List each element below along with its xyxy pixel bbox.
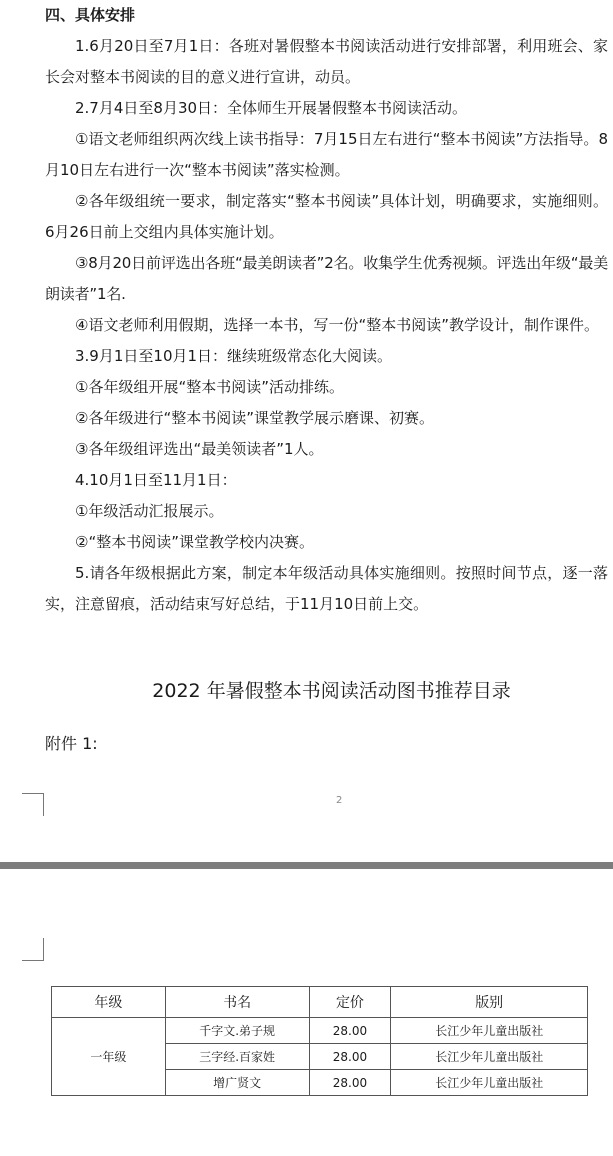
grade-cell: 一年级 xyxy=(52,1018,166,1096)
paragraph-2: 2.7月4日至8月30日：全体师生开展暑假整本书阅读活动。 xyxy=(75,99,468,117)
book-title-cell: 三字经.百家姓 xyxy=(165,1044,309,1070)
document-title: 2022 年暑假整本书阅读活动图书推荐目录 xyxy=(152,680,511,702)
paragraph-5: ③8月20日前评选出各班“最美朗读者”2名。收集学生优秀视频。评选出年级“最美朗读者”1名. xyxy=(45,254,608,303)
body-text xyxy=(45,31,608,620)
price-cell: 28.00 xyxy=(309,1018,391,1044)
paragraph-12: ①年级活动汇报展示。 xyxy=(75,502,224,520)
header-publisher: 版别 xyxy=(391,987,588,1018)
paragraph-7: 3.9月1日至10月1日：继续班级常态化大阅读。 xyxy=(75,347,393,365)
book-title-cell: 千字文.弟子规 xyxy=(165,1018,309,1044)
paragraph-13: ②“整本书阅读”课堂教学校内决赛。 xyxy=(75,533,314,551)
paragraph-9: ②各年级进行“整本书阅读”课堂教学展示磨课、初赛。 xyxy=(75,409,434,427)
page-number: 2 xyxy=(336,795,343,806)
page-divider xyxy=(0,862,613,869)
header-price: 定价 xyxy=(309,987,391,1018)
paragraph-8: ①各年级组开展“整本书阅读”活动排练。 xyxy=(75,378,344,396)
paragraph-10: ③各年级组评选出“最美领读者”1人。 xyxy=(75,440,324,458)
paragraph-11: 4.10月1日至11月1日： xyxy=(75,471,237,489)
paragraph-1: 1.6月20日至7月1日：各班对暑假整本书阅读活动进行安排部署，利用班会、家长会对整本书阅读的目的意义进行宣讲，动员。 xyxy=(45,37,608,86)
publisher-cell: 长江少年儿童出版社 xyxy=(391,1044,588,1070)
page-corner-mark-top xyxy=(22,793,44,816)
table-header-row xyxy=(52,987,588,1018)
paragraph-14: 5.请各年级根据此方案，制定本年级活动具体实施细则。按照时间节点，逐一落实，注意留痕，活动结束写好总结，于11月10日前上交。 xyxy=(45,564,608,613)
paragraph-3: ①语文老师组织两次线上读书指导：7月15日左右进行“整本书阅读”方法指导。8月10日左右进行一次“整本书阅读”落实检测。 xyxy=(45,130,608,179)
publisher-cell: 长江少年儿童出版社 xyxy=(391,1018,588,1044)
document-page-2 xyxy=(0,869,613,1156)
header-title: 书名 xyxy=(165,987,309,1018)
paragraph-4: ②各年级组统一要求，制定落实“整本书阅读”具体计划，明确要求，实施细则。6月26日前上交组内具体实施计划。 xyxy=(45,192,608,241)
price-cell: 28.00 xyxy=(309,1044,391,1070)
book-title-cell: 增广贤文 xyxy=(165,1070,309,1096)
publisher-cell: 长江少年儿童出版社 xyxy=(391,1070,588,1096)
attachment-label: 附件 1: xyxy=(45,734,98,753)
book-list-table xyxy=(51,986,588,1096)
paragraph-6: ④语文老师利用假期，选择一本书，写一份“整本书阅读”教学设计，制作课件。 xyxy=(75,316,599,334)
header-grade: 年级 xyxy=(52,987,166,1018)
section-heading: 四、具体安排 xyxy=(45,6,136,24)
table-row xyxy=(52,1018,588,1044)
price-cell: 28.00 xyxy=(309,1070,391,1096)
page-corner-mark-bottom xyxy=(22,938,44,961)
